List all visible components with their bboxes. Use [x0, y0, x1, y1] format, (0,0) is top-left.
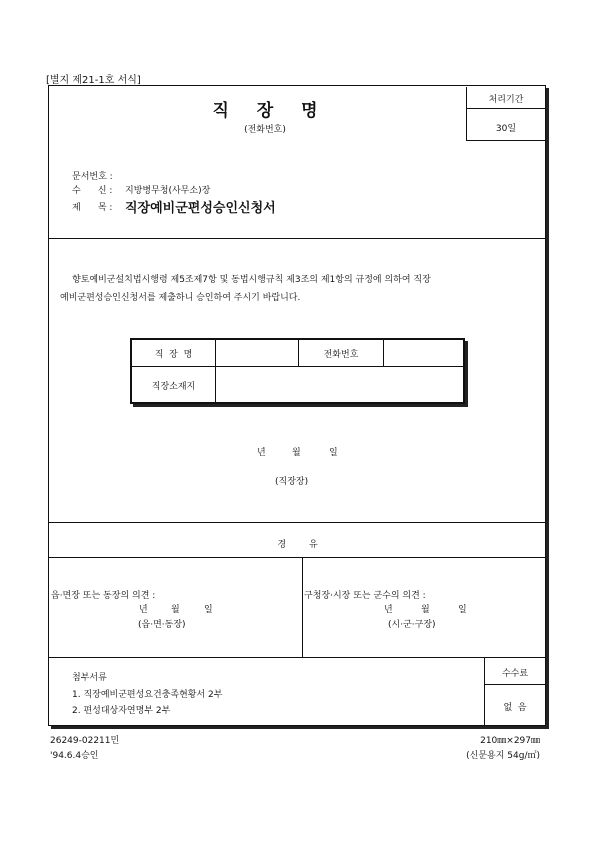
fee-value: 없 음 [503, 703, 527, 713]
date-day: 일 [329, 448, 338, 458]
opinion-left-sign: (읍·면·동장) [138, 620, 186, 630]
table-shadow-bottom [133, 404, 468, 407]
opinion-left-day: 일 [204, 605, 213, 615]
divider [49, 522, 546, 523]
address-label: 직장소재지 [151, 382, 196, 392]
divider [49, 557, 546, 558]
recipient-label: 수 신 : [72, 186, 113, 196]
footer-paper-type: (신문용지 54g/㎡) [466, 751, 540, 761]
attachments-title: 첨부서류 [72, 673, 107, 683]
divider [49, 657, 546, 658]
phone-label: 전화번호 [323, 350, 359, 360]
opinion-divider [302, 557, 303, 657]
date-year: 년 [257, 448, 266, 458]
opinion-right-day: 일 [458, 605, 467, 615]
opinion-right-sign: (시·군·구장) [388, 620, 436, 630]
opinion-right-month: 월 [421, 605, 430, 615]
phone-field[interactable] [385, 341, 462, 365]
opinion-right-year: 년 [384, 605, 393, 615]
table-row-divider [132, 366, 463, 367]
attachment-item-2: 2. 편성대상자연명부 2부 [72, 706, 171, 716]
body-text-line-2: 예비군편성승인신청서를 제출하니 승인하여 주시기 바랍니다. [60, 293, 301, 303]
opinion-left-month: 월 [171, 605, 180, 615]
form-label: [별지 제21-1호 서식] [46, 75, 141, 86]
title-subtitle: (전화번호) [244, 125, 286, 135]
routing-label: 경 유 [277, 540, 318, 550]
processing-period-value: 30일 [495, 124, 517, 134]
page-title: 직 장 명 [212, 101, 318, 121]
body-text-line-1: 향토예비군설치법시행령 제5조제7항 및 동법시행규칙 제3조의 제1항의 규정에 의하여 직장 [72, 275, 431, 285]
table-col-divider [215, 340, 216, 402]
recipient-value: 지방병무청(사무소)장 [125, 186, 211, 196]
fee-row-divider [484, 684, 546, 685]
subject-value: 직장예비군편성승인신청서 [125, 201, 276, 216]
subject-label: 제 목 : [72, 203, 113, 213]
doc-number-label: 문서번호 : [72, 172, 113, 182]
footer-approval: '94.6.4승인 [50, 751, 99, 761]
fee-header: 수수료 [501, 669, 529, 679]
frame-shadow-right [546, 88, 549, 729]
divider [49, 238, 546, 239]
opinion-right-label: 구청장·시장 또는 군수의 의견 : [304, 591, 426, 601]
frame-shadow-bottom [51, 726, 549, 729]
workplace-name-label: 직 장 명 [154, 350, 193, 360]
opinion-left-year: 년 [139, 605, 148, 615]
applicant-sign: (직장장) [275, 477, 309, 487]
table-col-divider [383, 340, 384, 366]
table-shadow-right [465, 341, 468, 407]
opinion-left-label: 읍·면장 또는 동장의 의견 : [51, 591, 156, 601]
footer-code: 26249-02211민 [50, 736, 120, 746]
workplace-name-field[interactable] [217, 341, 297, 365]
date-month: 월 [292, 448, 301, 458]
attachment-item-1: 1. 직장예비군편성요건충족현황서 2부 [72, 690, 223, 700]
processing-period-header: 처리기간 [488, 95, 524, 105]
footer-paper-size: 210㎜×297㎜ [480, 736, 540, 746]
address-field[interactable] [217, 368, 462, 402]
